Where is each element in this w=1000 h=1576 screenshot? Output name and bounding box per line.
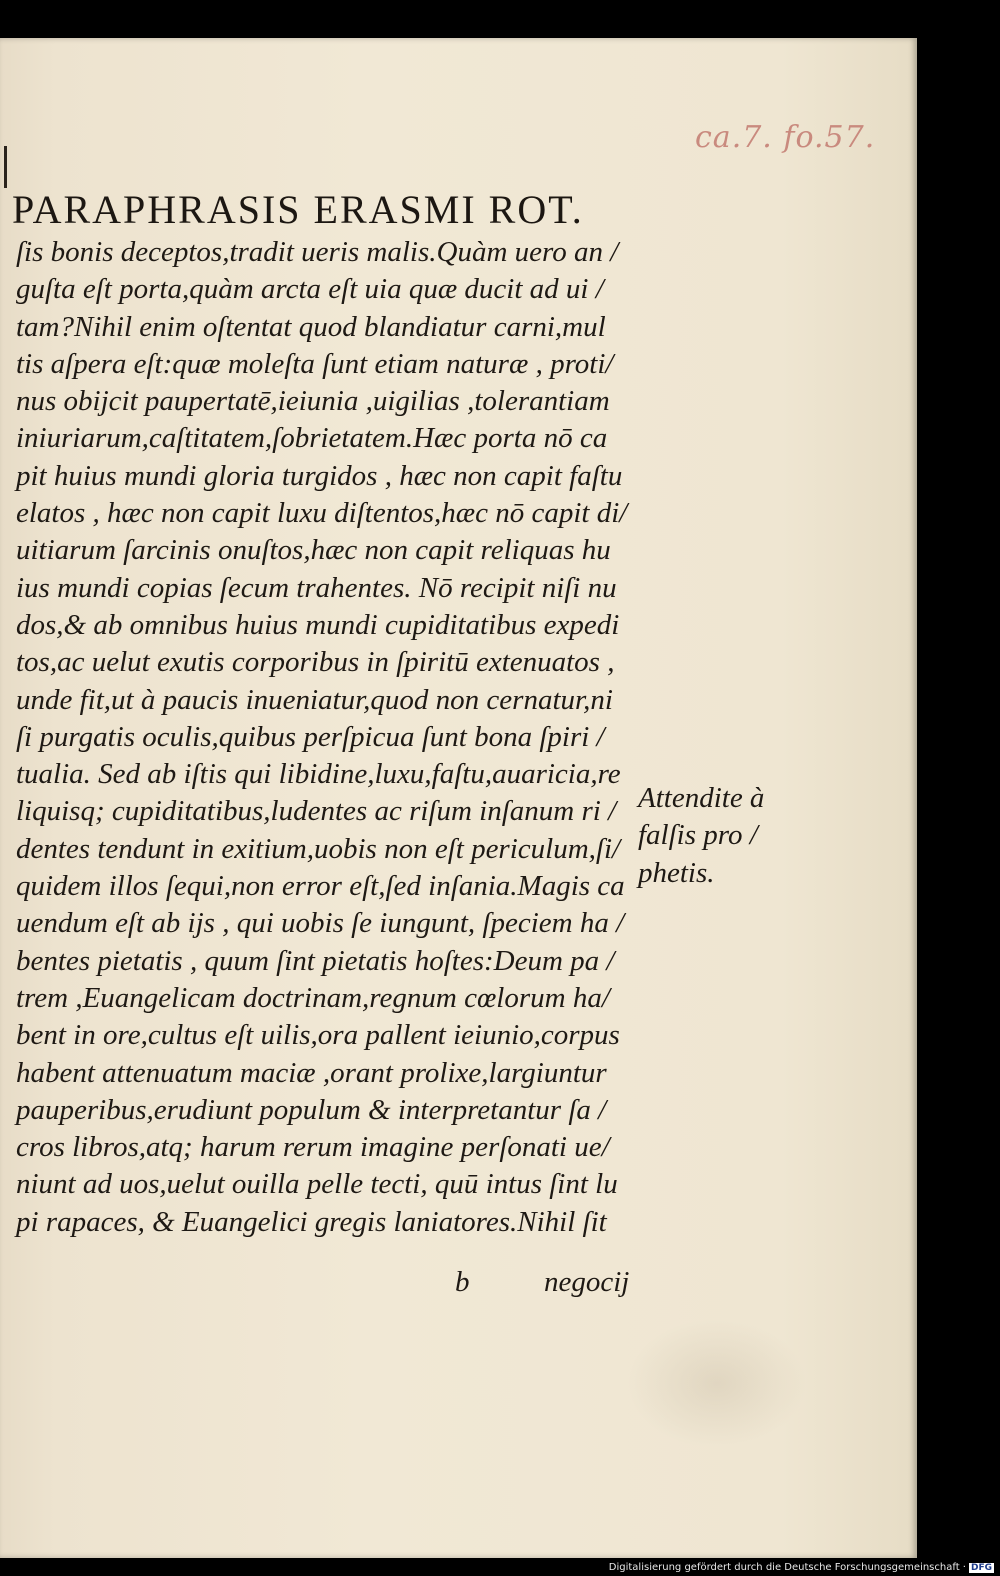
credit-text: Digitalisierung gefördert durch die Deutsche Forschungsgemeinschaft ·	[608, 1562, 966, 1573]
marginal-note	[638, 780, 764, 892]
margin-mark	[4, 146, 7, 188]
text-line: habent attenuatum maciæ ,orant prolixe,largiuntur	[16, 1056, 607, 1089]
digitization-credit	[609, 1562, 994, 1573]
catchword: negocij	[544, 1266, 630, 1298]
text-line: unde fit,ut à paucis inueniatur,quod non cernatur,ni	[16, 683, 613, 716]
signature-mark: b	[455, 1266, 470, 1298]
text-line: tos,ac uelut exutis corporibus in ſpiritū extenuatos ,	[16, 646, 615, 679]
text-line: elatos , hæc non capit luxu diſtentos,hæc nō capit di/	[16, 497, 628, 530]
body-text	[16, 234, 646, 1241]
marginal-note-line: Attendite à	[638, 782, 765, 814]
text-line: uitiarum ſarcinis onuſtos,hæc non capit reliquas hu	[16, 534, 611, 567]
paper-stain	[627, 1318, 807, 1448]
text-line: iniuriarum,caſtitatem,ſobrietatem.Hæc porta nō ca	[16, 422, 608, 455]
text-line: ſi purgatis oculis,quibus perſpicua ſunt bona ſpiri /	[16, 720, 605, 753]
text-line: ius mundi copias ſecum trahentes. Nō recipit niſi nu	[16, 571, 617, 604]
text-line: bentes pietatis , quum ſint pietatis hoſtes:Deum pa /	[16, 944, 615, 977]
text-line: guſta eſt porta,quàm arcta eſt uia quæ ducit ad ui /	[16, 273, 604, 306]
text-line: liquisq; cupiditatibus,ludentes ac riſum inſanum ri /	[16, 795, 617, 828]
running-head: PARAPHRASIS ERASMI ROT.	[12, 187, 584, 232]
text-line: dentes tendunt in exitium,uobis non eſt periculum,ſi/	[16, 832, 621, 865]
manuscript-note: ca.7. fo.57.	[695, 120, 876, 155]
text-line: pit huius mundi gloria turgidos , hæc non capit faſtu	[16, 459, 623, 492]
marginal-note-line: phetis.	[638, 856, 715, 889]
text-line: pi rapaces, & Euangelici gregis laniatores.Nihil ſit	[16, 1205, 607, 1238]
text-line: trem ,Euangelicam doctrinam,regnum cœlorum ha/	[16, 981, 610, 1014]
text-line: tam?Nihil enim oſtentat quod blandiatur carni,mul	[16, 310, 606, 343]
text-line: niunt ad uos,uelut ouilla pelle tecti, quū intus ſint lu	[16, 1168, 618, 1201]
text-line: bent in ore,cultus eſt uilis,ora pallent ieiunio,corpus	[16, 1019, 620, 1052]
marginal-note-line: falſis pro /	[638, 819, 758, 852]
text-line: ſis bonis deceptos,tradit ueris malis.Quàm uero an /	[16, 236, 619, 268]
text-line: tualia. Sed ab iſtis qui libidine,luxu,faſtu,auaricia,re	[16, 758, 621, 791]
text-line: uendum eſt ab ijs , qui uobis ſe iungunt, ſpeciem ha /	[16, 907, 625, 940]
text-line: dos,& ab omnibus huius mundi cupiditatibus expedi	[16, 608, 620, 641]
text-line: pauperibus,erudiunt populum & interpretantur ſa /	[16, 1093, 607, 1126]
dfg-logo: DFG	[970, 1563, 992, 1573]
book-page	[0, 38, 917, 1558]
text-line: tis aſpera eſt:quæ moleſta ſunt etiam naturæ , proti/	[16, 347, 614, 380]
text-line: nus obijcit paupertatē,ieiunia ,uigilias ,tolerantiam	[16, 385, 610, 418]
text-line: cros libros,atq; harum rerum imagine perſonati ue/	[16, 1131, 610, 1164]
text-line: quidem illos ſequi,non error eſt,ſed inſania.Magis ca	[16, 870, 625, 903]
